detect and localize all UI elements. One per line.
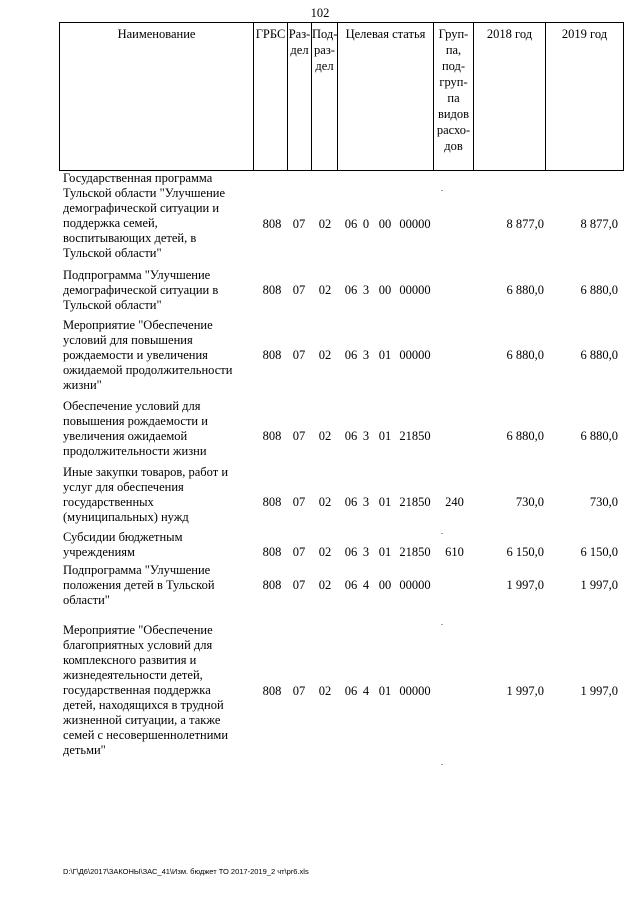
row-name-line: семей с несовершеннолетними <box>63 728 229 742</box>
row-name-line: положения детей в Тульской <box>63 578 215 592</box>
cell-podrazdel: 02 <box>318 684 332 698</box>
header-gruppa-line: под- <box>441 59 466 73</box>
row-name-line: детьми" <box>63 743 106 757</box>
cell-cs-subprogram: 0 <box>362 217 370 231</box>
cell-cs-subprogram: 3 <box>362 545 370 559</box>
cell-cs-direction: 00000 <box>399 578 431 592</box>
row-name-line: области" <box>63 593 110 607</box>
row-name <box>63 268 253 313</box>
row-name-line: государственная поддержка <box>63 683 211 697</box>
cell-razdel: 07 <box>292 217 306 231</box>
cell-cs-subprogram: 4 <box>362 578 370 592</box>
row-name-line: жизнедеятельности детей, <box>63 668 203 682</box>
cell-cs-direction: 21850 <box>399 495 431 509</box>
cell-cs-program: 06 <box>344 348 358 362</box>
cell-cs-program: 06 <box>344 495 358 509</box>
header-podrazdel <box>312 23 338 170</box>
header-gruppa <box>434 23 474 170</box>
row-name-line: рождаемости и увеличения <box>63 348 208 362</box>
cell-grbs: 808 <box>262 217 282 231</box>
row-name-line: жизненной ситуации, а также <box>63 713 221 727</box>
cell-cs-program: 06 <box>344 283 358 297</box>
file-path-footer: D:\Г\Д6\2017\ЗАКОНЫ\ЗАС_41\Изм. бюджет ТО 2017-2019_2 чт\pr6.xls <box>63 867 309 876</box>
cell-cs-event: 01 <box>378 348 392 362</box>
row-name-line: (муниципальных) нужд <box>63 510 189 524</box>
row-name <box>63 465 253 525</box>
cell-2018: 6 880,0 <box>506 283 544 297</box>
header-razdel-line: дел <box>290 43 309 57</box>
cell-podrazdel: 02 <box>318 545 332 559</box>
cell-cs-event: 01 <box>378 684 392 698</box>
row-name-line: Тульской области "Улучшение <box>63 186 226 200</box>
row-name-line: жизни" <box>63 378 102 392</box>
cell-2018: 6 880,0 <box>506 429 544 443</box>
cell-grbs: 808 <box>262 429 282 443</box>
row-name-line: Государственная программа <box>63 171 213 185</box>
header-2018: 2018 год <box>474 23 546 170</box>
header-podrazdel-line: дел <box>315 59 334 73</box>
row-name-line: ожидаемой продолжительности <box>63 363 233 377</box>
header-cel-statya: Целевая статья <box>338 23 434 170</box>
row-name-line: Подпрограмма "Улучшение <box>63 563 211 577</box>
cell-grbs: 808 <box>262 684 282 698</box>
cell-grbs: 808 <box>262 283 282 297</box>
cell-2018: 1 997,0 <box>506 684 544 698</box>
row-name-line: услуг для обеспечения <box>63 480 184 494</box>
cell-podrazdel: 02 <box>318 578 332 592</box>
cell-gruppa: 610 <box>445 545 464 559</box>
header-gruppa-line: дов <box>444 139 463 153</box>
row-name-line: поддержка семей, <box>63 216 158 230</box>
row-name-line: демографической ситуации и <box>63 201 220 215</box>
cell-2019: 6 880,0 <box>580 348 618 362</box>
cell-cs-direction: 21850 <box>399 429 431 443</box>
cell-cs-subprogram: 3 <box>362 429 370 443</box>
row-name-line: увеличения ожидаемой <box>63 429 188 443</box>
cell-cs-subprogram: 3 <box>362 495 370 509</box>
cell-cs-program: 06 <box>344 429 358 443</box>
cell-cs-direction: 21850 <box>399 545 431 559</box>
cell-razdel: 07 <box>292 684 306 698</box>
header-gruppa-line: па, <box>445 43 462 57</box>
header-razdel <box>288 23 312 170</box>
cell-grbs: 808 <box>262 545 282 559</box>
cell-cs-event: 01 <box>378 429 392 443</box>
cell-podrazdel: 02 <box>318 429 332 443</box>
row-name-line: Подпрограмма "Улучшение <box>63 268 211 282</box>
cell-2018: 1 997,0 <box>506 578 544 592</box>
row-name-line: воспитывающих детей, в <box>63 231 197 245</box>
cell-gruppa: 240 <box>445 495 464 509</box>
row-name-line: учреждениям <box>63 545 135 559</box>
header-2019: 2019 год <box>561 27 608 41</box>
cell-razdel: 07 <box>292 495 306 509</box>
row-name-line: Мероприятие "Обеспечение <box>63 318 213 332</box>
cell-2019: 6 150,0 <box>580 545 618 559</box>
cell-cs-program: 06 <box>344 217 358 231</box>
cell-cs-program: 06 <box>344 545 358 559</box>
row-name-line: демографической ситуации в <box>63 283 219 297</box>
header-gruppa-line: Груп- <box>438 27 469 41</box>
cell-cs-program: 06 <box>344 684 358 698</box>
cell-cs-direction: 00000 <box>399 283 431 297</box>
cell-cs-subprogram: 3 <box>362 348 370 362</box>
cell-cs-event: 00 <box>378 283 392 297</box>
cell-cs-subprogram: 3 <box>362 283 370 297</box>
row-name-line: детей, находящихся в трудной <box>63 698 224 712</box>
cell-2019: 6 880,0 <box>580 429 618 443</box>
row-name-line: Тульской области" <box>63 246 162 260</box>
cell-grbs: 808 <box>262 495 282 509</box>
scan-mark: . <box>441 184 443 193</box>
cell-cs-direction: 00000 <box>399 684 431 698</box>
header-grbs: ГРБС <box>254 23 288 170</box>
row-name-line: Обеспечение условий для <box>63 399 201 413</box>
page-number: 102 <box>310 6 330 20</box>
row-name-line: государственных <box>63 495 154 509</box>
row-name <box>63 530 253 560</box>
scan-mark: . <box>441 618 443 627</box>
cell-2019: 1 997,0 <box>580 578 618 592</box>
header-gruppa-line: видов <box>437 107 470 121</box>
cell-podrazdel: 02 <box>318 348 332 362</box>
header-podrazdel-line: раз- <box>314 43 335 57</box>
header-gruppa-line: груп- <box>439 75 468 89</box>
cell-grbs: 808 <box>262 578 282 592</box>
cell-razdel: 07 <box>292 578 306 592</box>
cell-cs-direction: 00000 <box>399 348 431 362</box>
cell-2019: 8 877,0 <box>580 217 618 231</box>
row-name-line: условий для повышения <box>63 333 193 347</box>
row-name-line: Иные закупки товаров, работ и <box>63 465 229 479</box>
row-name <box>63 318 253 393</box>
header-podrazdel-line: Под- <box>312 27 338 41</box>
header-gruppa-line: расхо- <box>436 123 471 137</box>
cell-cs-event: 00 <box>378 217 392 231</box>
row-name-line: Тульской области" <box>63 298 162 312</box>
cell-cs-direction: 00000 <box>399 217 431 231</box>
cell-cs-subprogram: 4 <box>362 684 370 698</box>
cell-cs-program: 06 <box>344 578 358 592</box>
header-razdel-line: Раз- <box>288 27 311 41</box>
cell-2019: 6 880,0 <box>580 283 618 297</box>
cell-razdel: 07 <box>292 429 306 443</box>
cell-2018: 6 880,0 <box>506 348 544 362</box>
cell-podrazdel: 02 <box>318 217 332 231</box>
header-name: Наименование <box>60 23 254 170</box>
scan-mark: . <box>441 527 443 536</box>
cell-cs-event: 00 <box>378 578 392 592</box>
cell-razdel: 07 <box>292 348 306 362</box>
row-name-line: комплексного развития и <box>63 653 197 667</box>
row-name-line: Субсидии бюджетным <box>63 530 183 544</box>
cell-2018: 730,0 <box>515 495 544 509</box>
row-name-line: благоприятных условий для <box>63 638 213 652</box>
scan-mark: . <box>441 758 443 767</box>
cell-2019: 730,0 <box>589 495 618 509</box>
row-name <box>63 171 253 261</box>
cell-podrazdel: 02 <box>318 283 332 297</box>
cell-podrazdel: 02 <box>318 495 332 509</box>
cell-grbs: 808 <box>262 348 282 362</box>
cell-2019: 1 997,0 <box>580 684 618 698</box>
cell-razdel: 07 <box>292 283 306 297</box>
row-name <box>63 399 253 459</box>
cell-razdel: 07 <box>292 545 306 559</box>
row-name-line: повышения рождаемости и <box>63 414 208 428</box>
cell-cs-event: 01 <box>378 545 392 559</box>
cell-2018: 6 150,0 <box>506 545 544 559</box>
cell-2018: 8 877,0 <box>506 217 544 231</box>
row-name-line: продолжительности жизни <box>63 444 207 458</box>
row-name <box>63 563 253 608</box>
table-header <box>59 22 624 171</box>
row-name-line: Мероприятие "Обеспечение <box>63 623 213 637</box>
row-name <box>63 623 253 758</box>
header-gruppa-line: па <box>447 91 460 105</box>
cell-cs-event: 01 <box>378 495 392 509</box>
